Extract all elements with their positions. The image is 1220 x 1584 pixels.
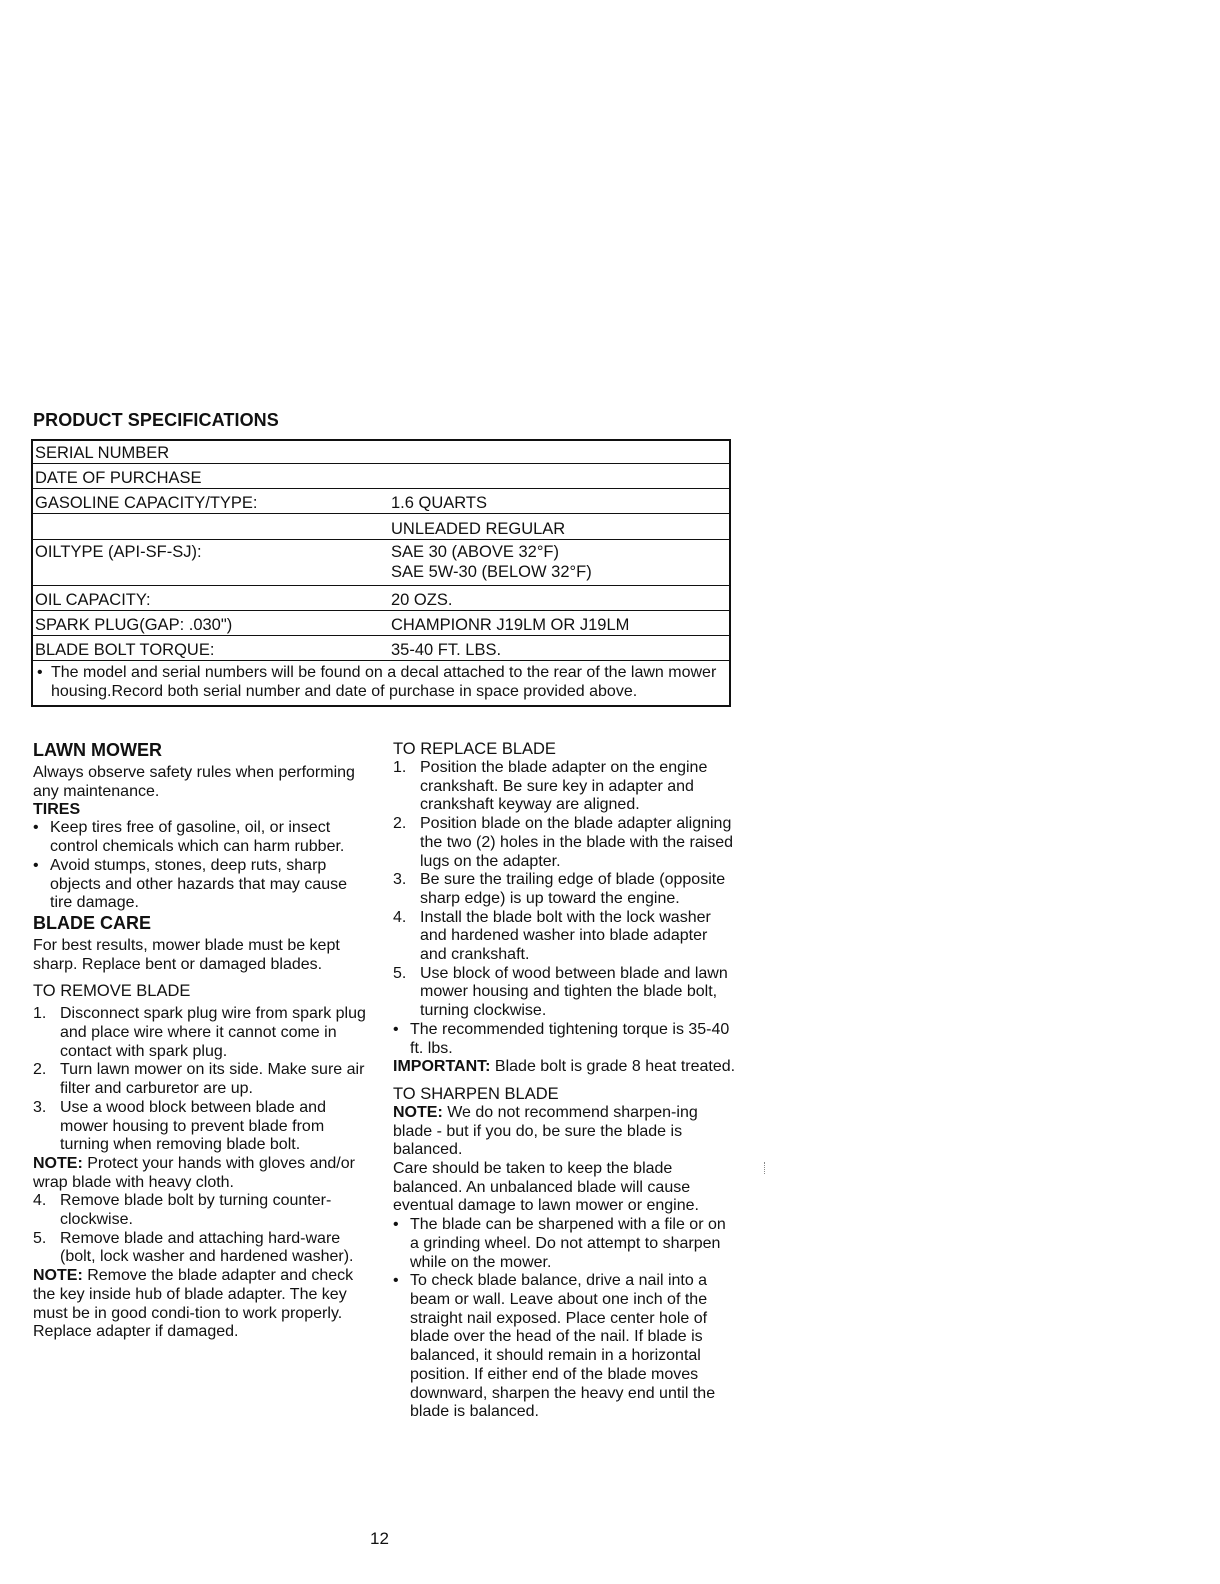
product-specifications-title: PRODUCT SPECIFICATIONS bbox=[33, 410, 279, 430]
right-column bbox=[393, 740, 738, 1422]
spec-value: UNLEADED REGULAR bbox=[391, 520, 566, 538]
left-column bbox=[33, 740, 373, 1342]
spec-label: DATE OF PURCHASE bbox=[35, 469, 202, 487]
spec-row-spark-plug bbox=[33, 611, 729, 636]
sharpen-blade-heading: TO SHARPEN BLADE bbox=[393, 1084, 559, 1103]
spec-note-text: The model and serial numbers will be found on a decal attached to the rear of the lawn mower housing.Record both serial number and date of purchase in space provided above. bbox=[51, 664, 717, 700]
spec-label: BLADE BOLT TORQUE: bbox=[35, 641, 215, 659]
list-item: 4. Install the blade bolt with the lock washer and hardened washer into blade adapter and crankshaft. bbox=[393, 908, 711, 964]
lawn-mower-text: Always observe safety rules when performing any maintenance. bbox=[33, 764, 355, 800]
spec-row-oil-type bbox=[33, 540, 729, 586]
bullet-icon: • bbox=[37, 664, 43, 681]
sharpen-note: NOTE: We do not recommend sharpen-ing blade - but if you do, be sure the blade is balanced. bbox=[393, 1103, 698, 1159]
spec-label: GASOLINE CAPACITY/TYPE: bbox=[35, 494, 258, 512]
spec-row-gasoline-capacity bbox=[33, 489, 729, 514]
blade-care-heading: BLADE CARE bbox=[33, 912, 152, 933]
spec-value: 1.6 QUARTS bbox=[391, 494, 487, 512]
spec-row-oil-capacity bbox=[33, 586, 729, 611]
care-text: Care should be taken to keep the blade balanced. An unbalanced blade will cause eventual damage to lawn mower or engine. bbox=[393, 1160, 699, 1215]
tires-heading: TIRES bbox=[33, 801, 81, 819]
list-item: 5. Remove blade and attaching hard-ware (bolt, lock washer and hardened washer). bbox=[33, 1229, 354, 1266]
bullet-icon: • bbox=[33, 856, 39, 874]
scan-mark bbox=[764, 1162, 767, 1174]
remove-blade-heading: TO REMOVE BLADE bbox=[33, 982, 191, 1001]
spec-row-gasoline-type bbox=[33, 514, 729, 540]
blade-care-text: For best results, mower blade must be kept sharp. Replace bent or damaged blades. bbox=[33, 936, 340, 973]
list-item: 4. Remove blade bolt by turning counter-clockwise. bbox=[33, 1192, 332, 1229]
list-item: 3. Use a wood block between blade and mower housing to prevent blade from turning when removing blade bolt. bbox=[33, 1098, 326, 1154]
spec-value: CHAMPIONR J19LM OR J19LM bbox=[391, 616, 630, 634]
spec-row-serial-number bbox=[33, 441, 729, 464]
list-item: 5. Use block of wood between blade and lawn mower housing and tighten the blade bolt, turning clockwise. bbox=[393, 964, 728, 1020]
bullet-icon: • bbox=[393, 1216, 399, 1234]
note-gloves: NOTE: Protect your hands with gloves and/or wrap blade with heavy cloth. bbox=[33, 1154, 355, 1191]
spec-row-blade-bolt-torque bbox=[33, 636, 729, 661]
bullet-icon: • bbox=[393, 1020, 399, 1038]
spec-label: OIL CAPACITY: bbox=[35, 591, 151, 609]
list-item: 2. Position blade on the blade adapter aligning the two (2) holes in the blade with the raised lugs on the adapter. bbox=[393, 815, 734, 870]
list-item: • Keep tires free of gasoline, oil, or insect control chemicals which can harm rubber. bbox=[33, 819, 345, 856]
bullet-icon: • bbox=[33, 819, 39, 837]
spec-label: SERIAL NUMBER bbox=[35, 444, 170, 462]
spec-value: 20 OZS. bbox=[391, 591, 453, 609]
page-number: 12 bbox=[370, 1529, 389, 1548]
spec-label: OILTYPE (API-SF-SJ): bbox=[35, 543, 202, 561]
spec-label: SPARK PLUG(GAP: .030") bbox=[35, 616, 233, 634]
note-blade-adapter: NOTE: Remove the blade adapter and check the key inside hub of blade adapter. The key must be in good condi-tion to work properly. Replace adapter if damaged. bbox=[33, 1267, 354, 1341]
list-item: • The blade can be sharpened with a file or on a grinding wheel. Do not attempt to sharpen while on the mower. bbox=[393, 1216, 726, 1271]
spec-value: 35-40 FT. LBS. bbox=[391, 641, 502, 659]
list-item: 1. Disconnect spark plug wire from spark plug and place wire where it cannot come in contact with spark plug. bbox=[33, 1005, 366, 1060]
list-item: 1. Position the blade adapter on the engine crankshaft. Be sure key in adapter and crankshaft keyway are aligned. bbox=[393, 759, 708, 814]
product-specifications-table bbox=[31, 439, 731, 707]
spec-value: SAE 30 (ABOVE 32°F) bbox=[391, 543, 559, 561]
replace-blade-heading: TO REPLACE BLADE bbox=[393, 740, 556, 758]
spec-value-secondary: SAE 5W-30 (BELOW 32°F) bbox=[391, 563, 592, 581]
list-item: • The recommended tightening torque is 35-40 ft. lbs. bbox=[393, 1020, 730, 1057]
important-note: IMPORTANT: Blade bolt is grade 8 heat treated. bbox=[393, 1058, 736, 1076]
spec-row-date-of-purchase bbox=[33, 464, 729, 489]
lawn-mower-heading: LAWN MOWER bbox=[33, 740, 162, 760]
list-item: • To check blade balance, drive a nail into a beam or wall. Leave about one inch of the straight nail exposed. Place center hole of blade over the head of the nail. If blade is balanced, it should remain in a horizontal position. If either end of the blade moves downward, sharpen the heavy end until the blade is balanced. bbox=[393, 1272, 716, 1421]
bullet-icon: • bbox=[393, 1272, 399, 1290]
list-item: 3. Be sure the trailing edge of blade (opposite sharp edge) is up toward the engine. bbox=[393, 871, 726, 907]
list-item: 2. Turn lawn mower on its side. Make sure air filter and carburetor are up. bbox=[33, 1061, 365, 1098]
spec-note bbox=[33, 661, 729, 705]
list-item: • Avoid stumps, stones, deep ruts, sharp objects and other hazards that may cause tire damage. bbox=[33, 856, 348, 912]
